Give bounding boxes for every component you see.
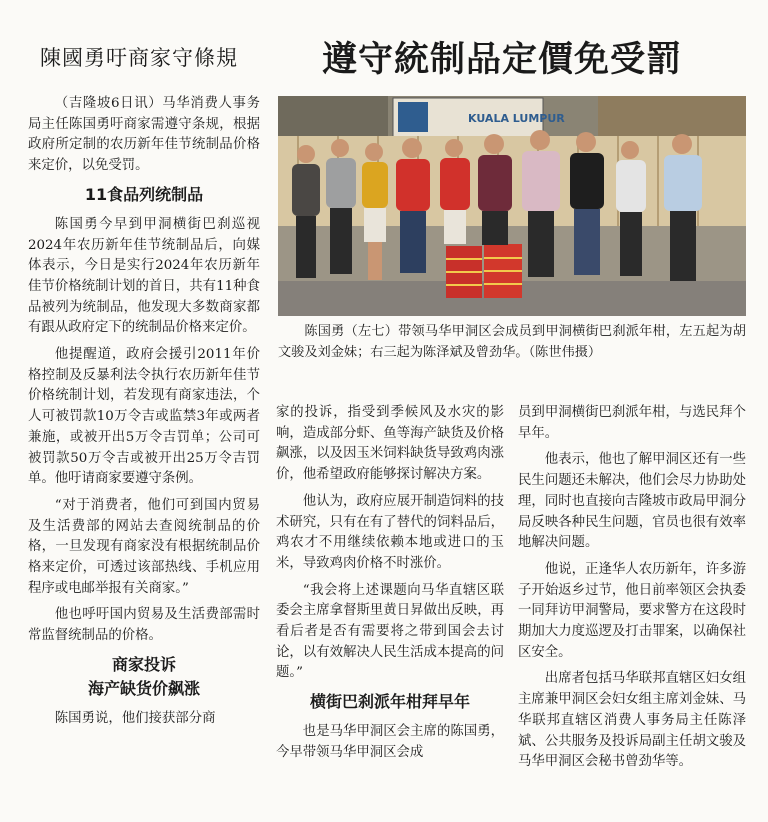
article-subheading <box>28 653 260 701</box>
article-paragraph: 他提醒道，政府会援引2011年价格控制及反暴利法令执行农历新年佳节价格统制计划，若发现有商家违法，个人可被罚款10万令吉或监禁3年或两者兼施，或被开出5万令吉罚单；公司可被罚款50万令吉或被开出25万令吉罚单。他吁请商家要遵守条例。 <box>28 347 260 487</box>
article-paragraph: 员到甲洞横街巴刹派年柑，与选民拜个早年。 <box>518 405 746 441</box>
kicker-headline: 陳國勇吁商家守條規 <box>40 46 238 70</box>
news-photo <box>278 96 746 316</box>
article-subheading-line: 海产缺货价飙涨 <box>87 678 200 698</box>
article-column-3 <box>518 403 746 779</box>
article-paragraph: “我会将上述课题向马华直辖区联委会主席拿督斯里黄日昇做出反映，再看后者是否有需要将之带到国会去讨论，以有效解决人民生活成本提高的问题。” <box>276 582 504 681</box>
article-column-2 <box>276 403 504 770</box>
photo-sign-text: KUALA LUMPUR <box>468 112 565 125</box>
main-headline: 遵守統制品定價免受罰 <box>322 40 683 80</box>
article-paragraph: （吉隆坡6日讯）马华消费人事务局主任陈国勇吁商家需遵守条规，根据政府所定制的农历新年佳节统制品价格来定价，以免受罚。 <box>28 96 260 174</box>
article-column-1 <box>28 94 260 736</box>
photo-caption: 陈国勇（左七）带领马华甲洞区会成员到甲洞横街巴刹派年柑，左五起为胡文骏及刘金妹；右三起为陈泽斌及曾劲华。（陈世伟摄） <box>278 324 746 360</box>
article-paragraph: 他表示，他也了解甲洞区还有一些民生问题还未解决，他们会尽力协助处理，同时也直接向吉隆坡市政局甲洞分局反映各种民生问题，官员也很有效率地解决问题。 <box>518 452 746 551</box>
article-paragraph: 也是马华甲洞区会主席的陈国勇，今早带领马华甲洞区会成 <box>276 724 504 760</box>
article-header <box>40 28 740 84</box>
article-subheading: 11食品列统制品 <box>84 184 204 204</box>
article-subheading: 横街巴刹派年柑拜早年 <box>309 692 470 712</box>
article-paragraph: 他说，正逢华人农历新年，许多游子开始返乡过节，他日前率领区会执委一同拜访甲洞警局，要求警方在这段时期加大力度巡逻及打击罪案，以确保社区安全。 <box>518 561 746 660</box>
article-paragraph: 他认为，政府应展开制造饲料的技术研究，只有在有了替代的饲料品后，鸡农才不用继续依赖本地或进口的玉米，导致鸡肉价格不时涨价。 <box>276 493 504 571</box>
article-paragraph: “对于消费者，他们可到国内贸易及生活费部的网站去查阅统制品的价格，一旦发现有商家没有根据统制品价格来定价，可透过该部热线、手机应用程序或电邮举报有关商家。” <box>28 497 260 596</box>
article-subheading-line: 商家投诉 <box>111 654 176 674</box>
article-paragraph: 陈国勇今早到甲洞横街巴刹巡视2024年农历新年佳节统制品后，向媒体表示，今日是实行2024年农历新年佳节价格统制计划的首日，共有11种食品被列为统制品，他发现大多数商家都有跟从政府定下的统制品价格来定价。 <box>28 216 260 336</box>
article-paragraph: 陈国勇说，他们接获部分商 <box>54 710 216 726</box>
photo-illustration <box>278 96 746 316</box>
article-paragraph: 出席者包括马华联邦直辖区妇女组主席兼甲洞区会妇女组主席刘金妹、马华联邦直辖区消费人事务局主任陈泽斌、公共服务及投诉局副主任胡文骏及马华甲洞区会秘书曾劲华等。 <box>518 671 746 770</box>
article-paragraph: 他也呼吁国内贸易及生活费部需时常监督统制品的价格。 <box>28 607 260 644</box>
article-paragraph: 家的投诉，指受到季候风及水灾的影响，造成部分虾、鱼等海产缺货及价格飙涨，以及因玉米饲料缺货导致鸡肉涨价，他希望政府能够探讨解决方案。 <box>276 405 504 483</box>
